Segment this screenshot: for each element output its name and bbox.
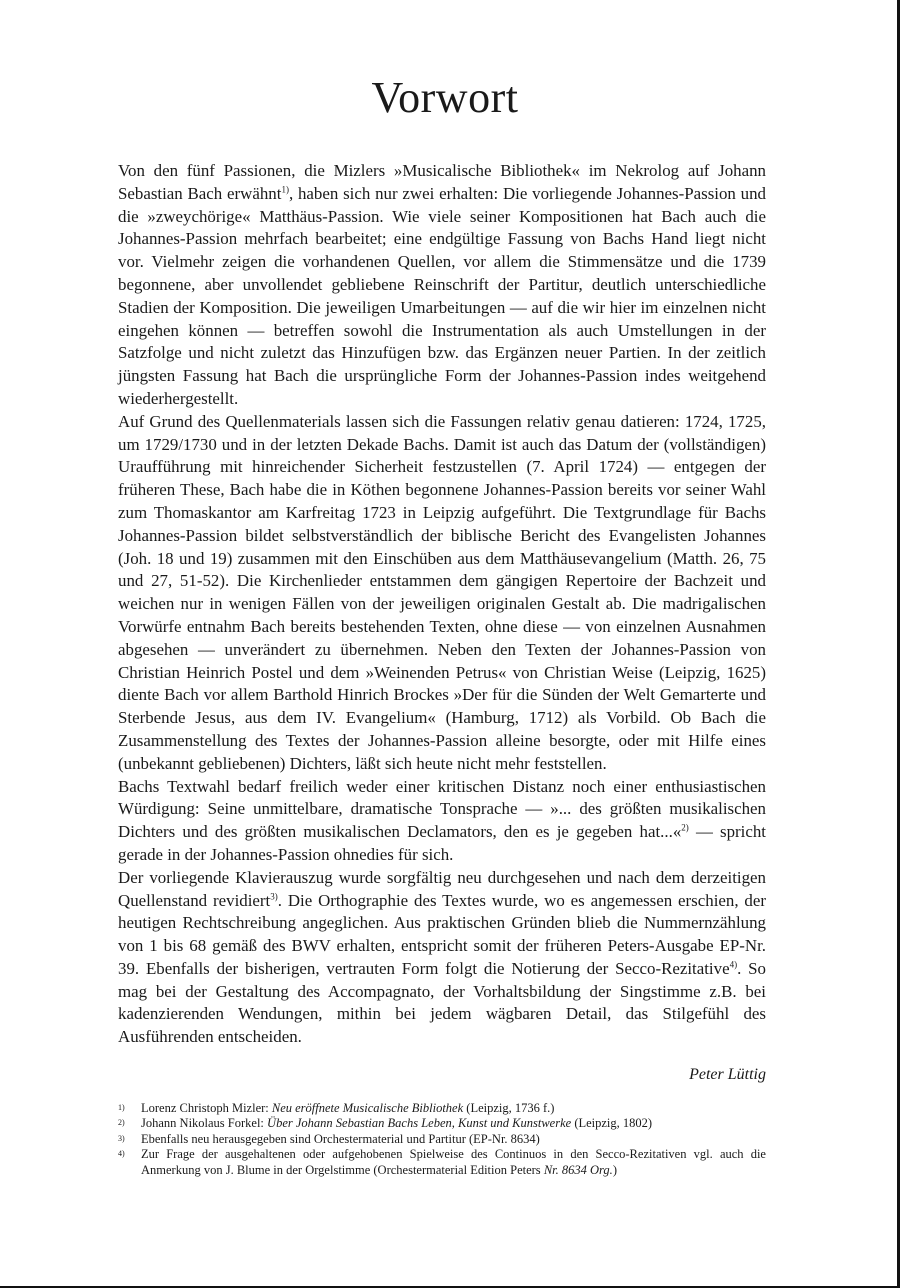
- paragraph-2-text: Auf Grund des Quellenmaterials lassen sich die Fassungen relativ genau datieren: 1724, 1725, um 1729/1730 und in der letzten Dekade Bachs. Damit ist auch das Datum der (vollständigen) Uraufführung mit hinreichender Sicherheit festzustellen (7. April 1724) — entgegen der früheren These, Bach habe die in Köthen begonnene Johannes-Passion bereits vor seiner Wahl zum Thomaskantor am Karfreitag 1723 in Leipzig aufgeführt. Die Textgrundlage für Bachs Johannes-Passion bildet selbstverständlich der biblische Bericht des Evangelisten Johannes (Joh. 18 und 19) zusammen mit den Einschüben aus dem Matthäusevangelium (Matth. 26, 75 und 27, 51-52). Die Kirchenlieder entstammen dem gängigen Repertoire der Bachzeit und weichen nur in wenigen Fällen von der jeweiligen originalen Gestalt ab. Die madrigalischen Vorwürfe entnahm Bach bereits bestehenden Texten, ohne diese — von einzelnen Ausnahmen abgesehen — unverändert zu übernehmen. Neben den Texten der Johannes-Passion von Christian Heinrich Postel und dem »Weinenden Petrus« von Christian Weise (Leipzig, 1625) diente Bach vor allem Barthold Hinrich Brockes »Der für die Sünden der Welt Gemarterte und Sterbende Jesus, aus dem IV. Evangelium« (Hamburg, 1712) als Vorbild. Ob Bach die Zusammenstellung des Textes der Johannes-Passion alleine besorgte, oder mit Hilfe eines (unbekannt gebliebenen) Dichters, läßt sich heute nicht mehr feststellen.: [118, 411, 766, 773]
- paragraph-4: [118, 867, 766, 1049]
- footnote-3-mark: 3): [118, 1133, 125, 1143]
- footnote-ref-2: 2): [681, 822, 689, 833]
- footnote-4-text-b: ): [612, 1162, 617, 1177]
- author-signature: Peter Lüttig: [689, 1066, 766, 1083]
- footnote-4-edition-number: Nr. 8634 Org.: [543, 1162, 613, 1177]
- page-title: Vorwort: [371, 73, 519, 122]
- paragraph-3: [118, 776, 766, 867]
- paragraph-4-text-c: . So mag bei der Gestaltung des Accompagnato, der Vorhaltsbildung der Singstimme z.B. bei kadenzierenden Wendungen, mithin bei jedem wägbaren Detail, das Stilgefühl des Ausführenden entscheiden.: [118, 958, 766, 1047]
- footnote-1: [118, 1101, 766, 1116]
- paragraph-3-text-b: — spricht gerade in der Johannes-Passion ohnedies für sich.: [118, 822, 766, 864]
- footnote-1-mark: 1): [118, 1103, 125, 1112]
- footnote-1-text-a: Lorenz Christoph Mizler:: [141, 1101, 272, 1115]
- paragraph-4-text-a: Der vorliegende Klavierauszug wurde sorgfältig neu durchgesehen und nach dem derzeitigen Quellenstand revidiert: [118, 867, 766, 910]
- footnote-3-text: Ebenfalls neu herausgegeben sind Orchestermaterial und Partitur (EP-Nr. 8634): [141, 1131, 540, 1146]
- paragraph-1: [118, 160, 766, 411]
- footnote-2-book-title: Über Johann Sebastian Bachs Leben, Kunst und Kunstwerke: [267, 1116, 572, 1131]
- footnote-ref-1: 1): [281, 184, 289, 195]
- paragraph-1-text-b: , haben sich nur zwei erhalten: Die vorliegende Johannes-Passion und die »zweychörige« Matthäus-Passion. Wie viele seiner Kompositionen hat Bach auch die Johannes-Passion mehrfach bearbeitet; eine endgültige Fassung von Bachs Hand liegt nicht vor. Vielmehr zeigen die vorhandenen Quellen, vor allem die Stimmensätze und die 1739 begonnene, aber unvollendet gebliebene Reinschrift der Partitur, deutlich unterschiedliche Stadien der Komposition. Die jeweiligen Umarbeitungen — auf die wir hier im einzelnen nicht eingehen können — betreffen sowohl die Instrumentation als auch Umstellungen in der Satzfolge und nicht zuletzt das Hinzufügen bzw. das Ergänzen neuer Partien. In der zeitlich jüngsten Fassung hat Bach die ursprüngliche Form der Johannes-Passion indes weitgehend wiederhergestellt.: [118, 183, 766, 408]
- footnotes: [118, 1101, 766, 1178]
- footnote-4-mark: 4): [118, 1149, 125, 1159]
- footnote-2-text-b: (Leipzig, 1802): [571, 1116, 653, 1131]
- footnote-3: [118, 1132, 766, 1147]
- footnote-4: [118, 1147, 766, 1178]
- paragraph-3-text-a: Bachs Textwahl bedarf freilich weder einer kritischen Distanz noch einer enthusiastischen Würdigung: Seine unmittelbare, dramatische Tonsprache — »... des größten musikalischen Dichters und des größten musikalischen Declamators, den es je gegeben hat...«: [118, 776, 766, 842]
- footnote-1-text-b: (Leipzig, 1736 f.): [463, 1101, 555, 1115]
- footnote-2-text-a: Johann Nikolaus Forkel:: [141, 1116, 268, 1131]
- paragraph-1-text-a: Von den fünf Passionen, die Mizlers »Musicalische Bibliothek« im Nekrolog auf Johann Sebastian Bach erwähnt: [118, 161, 766, 203]
- footnote-ref-3: 3): [270, 890, 278, 901]
- paragraph-4-text-b: . Die Orthographie des Textes wurde, wo es angemessen erschien, der heutigen Rechtschreibung angeglichen. Aus praktischen Gründen blieb die Nummernzählung von 1 bis 68 gemäß des BWV erhalten, entspricht somit der früheren Peters-Ausgabe EP-Nr. 39. Ebenfalls der bisherigen, vertrauten Form folgt die Notierung der Secco-Rezitative: [118, 890, 766, 978]
- preface-body: [118, 160, 766, 1049]
- paragraph-2: [118, 411, 766, 776]
- footnote-2: [118, 1116, 766, 1131]
- footnote-2-mark: 2): [118, 1118, 125, 1128]
- footnote-4-text-a: Zur Frage der ausgehaltenen oder aufgehobenen Spielweise des Continuos in den Secco-Rezitativen vgl. auch die Anmerkung von J. Blume in der Orgelstimme (Orchestermaterial Edition Peters: [141, 1147, 766, 1177]
- footnote-1-book-title: Neu eröffnete Musicalische Bibliothek: [271, 1101, 464, 1115]
- footnote-ref-4: 4): [729, 959, 738, 970]
